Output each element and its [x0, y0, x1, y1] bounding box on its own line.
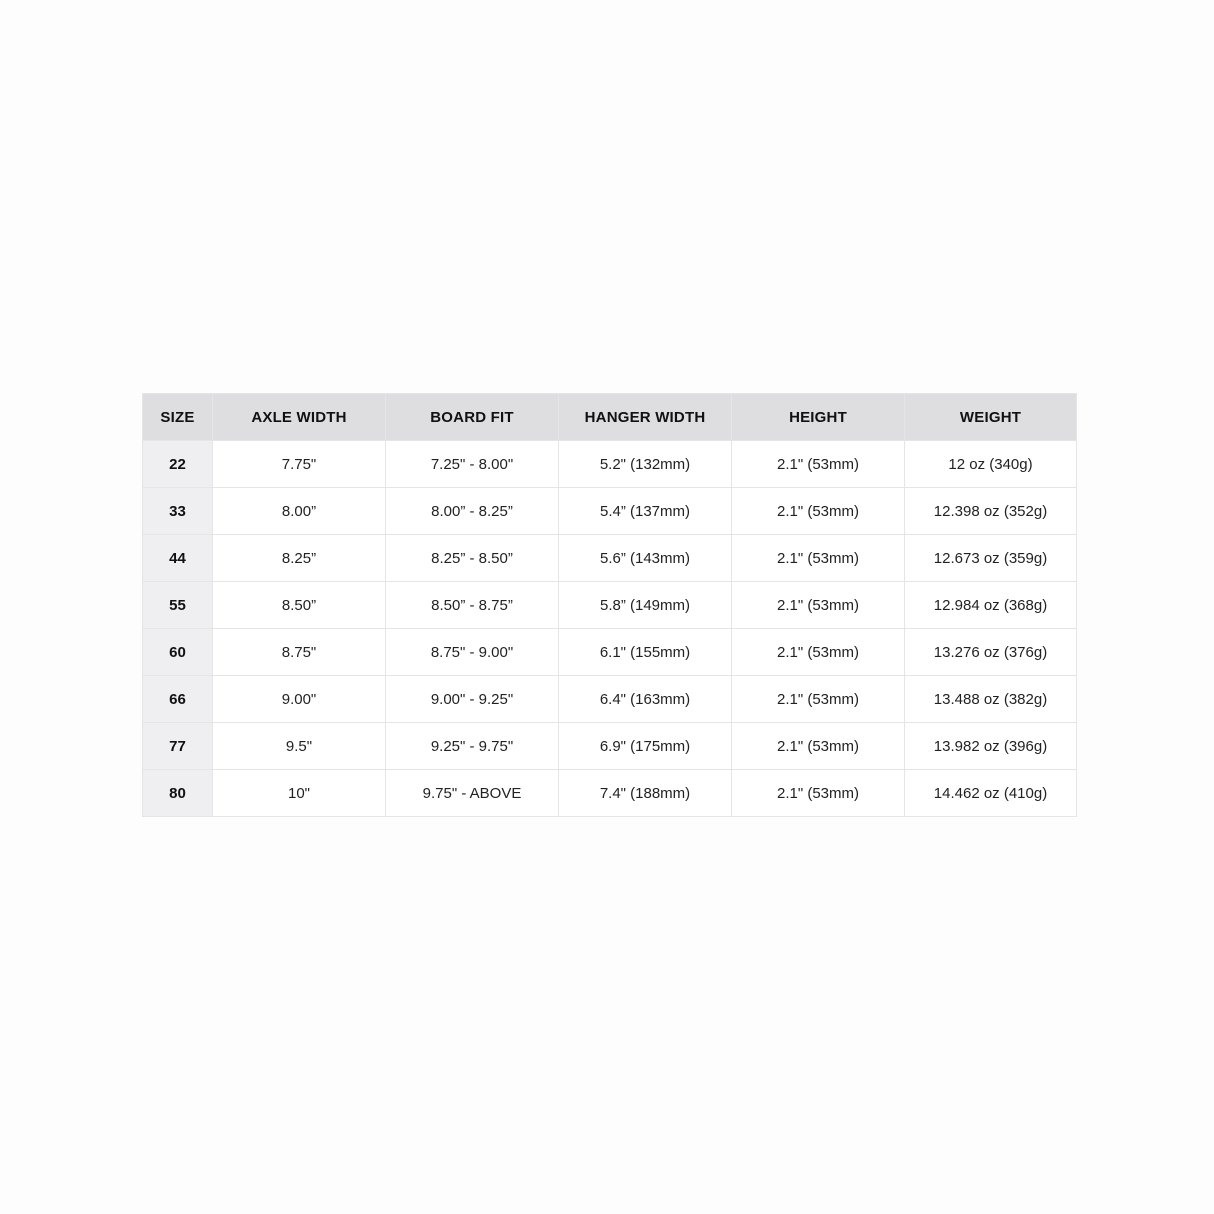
table-row [143, 441, 1077, 488]
cell-board-fit: 9.75" - ABOVE [386, 770, 559, 817]
table-row [143, 770, 1077, 817]
cell-size: 44 [143, 535, 213, 582]
cell-weight: 14.462 oz (410g) [905, 770, 1077, 817]
cell-hanger-width: 6.9" (175mm) [559, 723, 732, 770]
size-chart-table [142, 393, 1077, 817]
cell-weight: 12.398 oz (352g) [905, 488, 1077, 535]
cell-hanger-width: 7.4" (188mm) [559, 770, 732, 817]
cell-size: 55 [143, 582, 213, 629]
cell-board-fit: 9.25" - 9.75" [386, 723, 559, 770]
header-hanger-width: HANGER WIDTH [559, 394, 732, 441]
cell-axle-width: 8.50” [213, 582, 386, 629]
cell-height: 2.1" (53mm) [732, 723, 905, 770]
cell-axle-width: 9.00" [213, 676, 386, 723]
header-weight: WEIGHT [905, 394, 1077, 441]
cell-board-fit: 8.00” - 8.25” [386, 488, 559, 535]
table-row [143, 629, 1077, 676]
table-row [143, 723, 1077, 770]
size-chart [142, 393, 1076, 817]
cell-board-fit: 9.00" - 9.25" [386, 676, 559, 723]
header-size: SIZE [143, 394, 213, 441]
table-header [143, 394, 1077, 441]
table-body [143, 441, 1077, 817]
cell-size: 60 [143, 629, 213, 676]
cell-hanger-width: 6.1" (155mm) [559, 629, 732, 676]
cell-board-fit: 8.25” - 8.50” [386, 535, 559, 582]
cell-weight: 12.673 oz (359g) [905, 535, 1077, 582]
cell-weight: 13.276 oz (376g) [905, 629, 1077, 676]
cell-axle-width: 10" [213, 770, 386, 817]
cell-height: 2.1" (53mm) [732, 770, 905, 817]
cell-height: 2.1" (53mm) [732, 676, 905, 723]
header-height: HEIGHT [732, 394, 905, 441]
cell-height: 2.1" (53mm) [732, 629, 905, 676]
cell-size: 77 [143, 723, 213, 770]
cell-hanger-width: 5.2" (132mm) [559, 441, 732, 488]
header-axle-width: AXLE WIDTH [213, 394, 386, 441]
cell-board-fit: 8.75" - 9.00" [386, 629, 559, 676]
cell-axle-width: 7.75" [213, 441, 386, 488]
cell-axle-width: 8.25” [213, 535, 386, 582]
cell-hanger-width: 5.8” (149mm) [559, 582, 732, 629]
cell-axle-width: 8.75" [213, 629, 386, 676]
cell-weight: 13.488 oz (382g) [905, 676, 1077, 723]
table-row [143, 488, 1077, 535]
cell-height: 2.1" (53mm) [732, 441, 905, 488]
header-board-fit: BOARD FIT [386, 394, 559, 441]
cell-weight: 12.984 oz (368g) [905, 582, 1077, 629]
table-row [143, 676, 1077, 723]
cell-board-fit: 8.50” - 8.75” [386, 582, 559, 629]
table-row [143, 582, 1077, 629]
cell-size: 80 [143, 770, 213, 817]
cell-hanger-width: 6.4" (163mm) [559, 676, 732, 723]
cell-size: 66 [143, 676, 213, 723]
cell-size: 33 [143, 488, 213, 535]
table-row [143, 535, 1077, 582]
cell-hanger-width: 5.6” (143mm) [559, 535, 732, 582]
cell-height: 2.1" (53mm) [732, 535, 905, 582]
cell-axle-width: 8.00” [213, 488, 386, 535]
cell-board-fit: 7.25" - 8.00" [386, 441, 559, 488]
cell-weight: 12 oz (340g) [905, 441, 1077, 488]
header-row [143, 394, 1077, 441]
cell-hanger-width: 5.4” (137mm) [559, 488, 732, 535]
cell-height: 2.1" (53mm) [732, 582, 905, 629]
cell-axle-width: 9.5" [213, 723, 386, 770]
cell-weight: 13.982 oz (396g) [905, 723, 1077, 770]
cell-height: 2.1" (53mm) [732, 488, 905, 535]
cell-size: 22 [143, 441, 213, 488]
